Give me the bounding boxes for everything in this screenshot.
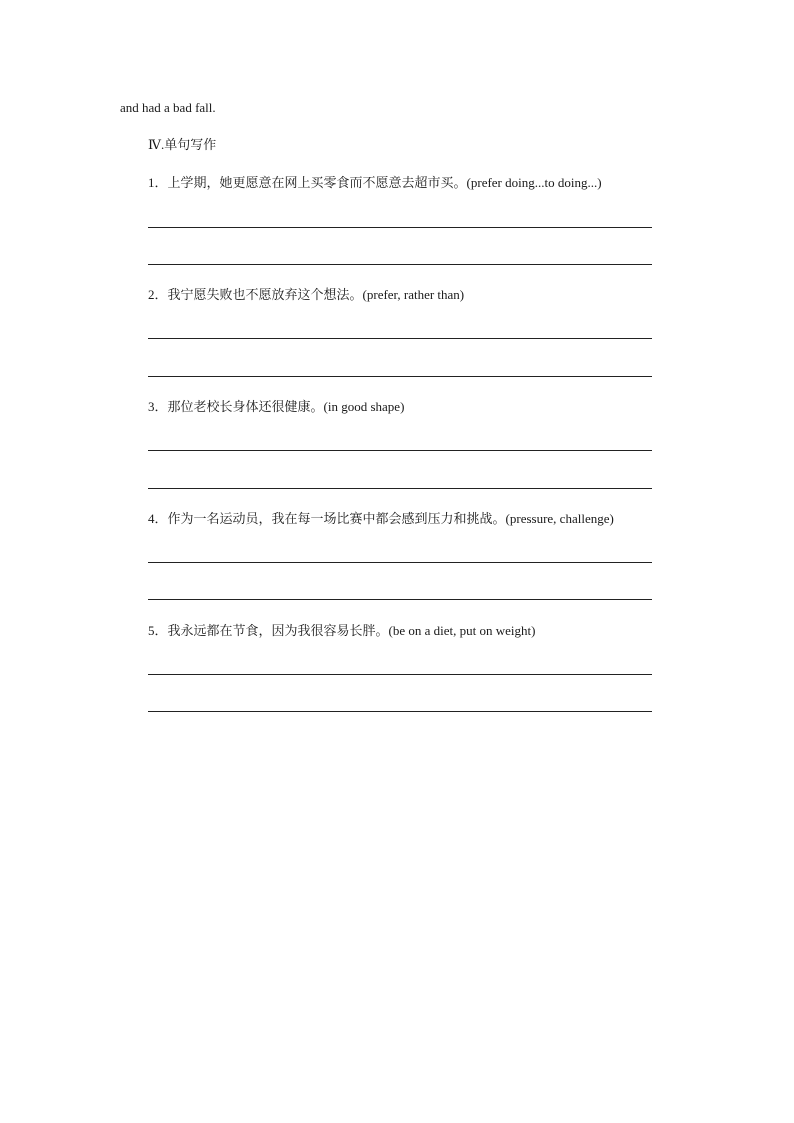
answer-line[interactable] xyxy=(148,264,652,265)
question-hint: (prefer doing...to doing...) xyxy=(466,175,602,190)
question-number: 5． xyxy=(148,623,168,638)
answer-line[interactable] xyxy=(148,711,652,712)
question-number: 3． xyxy=(148,399,168,414)
carry-over-text: and had a bad fall. xyxy=(120,100,216,115)
question-item xyxy=(148,287,652,303)
question-hint: (in good shape) xyxy=(323,399,405,414)
question-item xyxy=(148,511,652,527)
question-chinese-text: 我宁愿失败也不愿放弃这个想法。 xyxy=(167,288,363,303)
question-number: 1． xyxy=(148,175,168,190)
answer-line[interactable] xyxy=(148,376,652,377)
answer-line[interactable] xyxy=(148,450,652,451)
section-heading: Ⅳ.单句写作 xyxy=(148,137,217,152)
answer-line[interactable] xyxy=(148,599,652,600)
question-chinese-text: 我永远都在节食，因为我很容易长胖。 xyxy=(167,624,389,639)
question-number: 2． xyxy=(148,287,168,302)
question-prompt xyxy=(148,399,652,415)
question-item xyxy=(148,399,652,415)
answer-line[interactable] xyxy=(148,562,652,563)
question-item xyxy=(148,175,652,191)
question-number: 4． xyxy=(148,511,168,526)
question-chinese-text: 那位老校长身体还很健康。 xyxy=(167,400,324,415)
answer-line[interactable] xyxy=(148,227,652,228)
answer-line[interactable] xyxy=(148,488,652,489)
answer-line[interactable] xyxy=(148,338,652,339)
question-prompt xyxy=(148,511,652,527)
question-prompt xyxy=(148,175,652,191)
question-prompt xyxy=(148,287,652,303)
question-hint: (prefer, rather than) xyxy=(362,287,465,302)
question-item xyxy=(148,623,652,639)
question-chinese-text: 上学期，她更愿意在网上买零食而不愿意去超市买。 xyxy=(167,176,467,191)
question-hint: (be on a diet, put on weight) xyxy=(388,623,536,638)
question-prompt xyxy=(148,623,652,639)
question-hint: (pressure, challenge) xyxy=(505,511,614,526)
answer-line[interactable] xyxy=(148,674,652,675)
question-chinese-text: 作为一名运动员，我在每一场比赛中都会感到压力和挑战。 xyxy=(167,512,506,527)
